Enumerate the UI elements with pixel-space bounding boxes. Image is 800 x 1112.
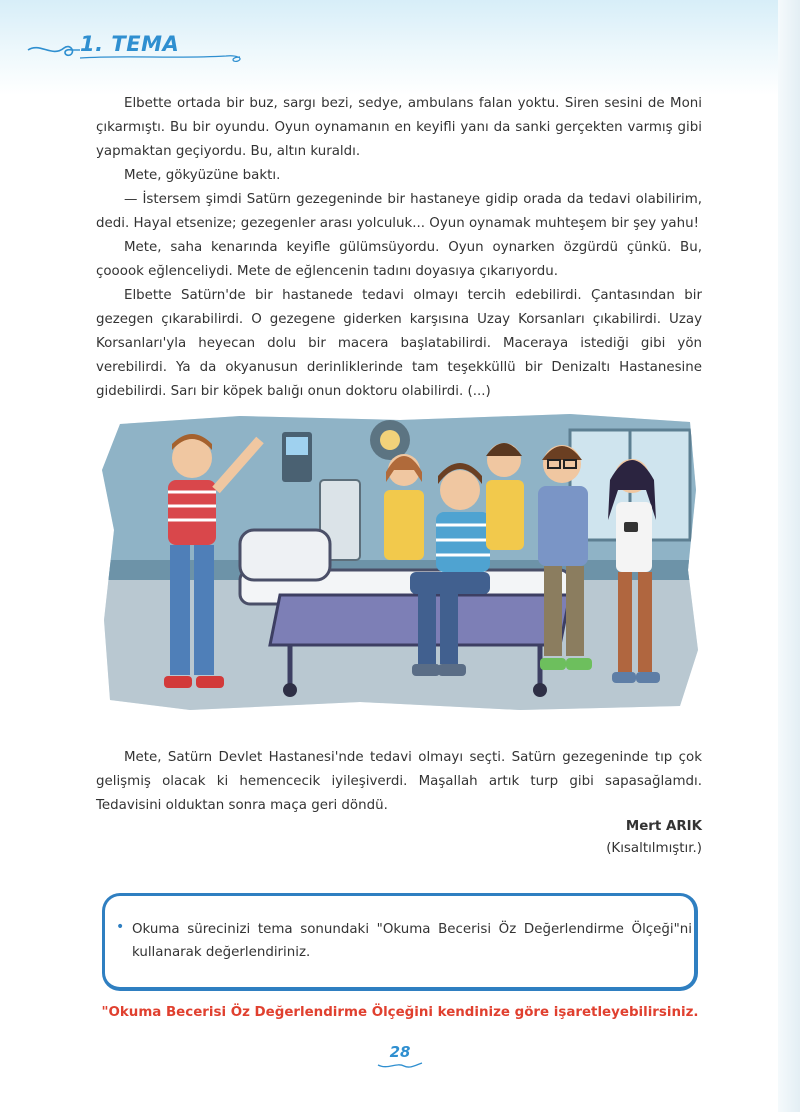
theme-header — [26, 28, 266, 68]
wave-ornament-icon — [376, 1061, 424, 1071]
page-number: 28 — [389, 1043, 411, 1061]
story-closing — [96, 746, 702, 818]
theme-title: 1. TEMA — [80, 32, 180, 56]
author-block — [606, 816, 702, 860]
story-paragraph: Mete, gökyüzüne baktı. — [124, 168, 281, 183]
story-text — [96, 92, 702, 404]
story-paragraph: Elbette ortada bir buz, sargı bezi, sedye, ambulans falan yoktu. Siren sesini de Moni çıkarmıştı. Bu bir oyundu. Oyun oynamanın en keyifli yanı da sanki gerçekten varmış gibi yapmaktan geçiyordu. Bu, altın kuraldı. — [96, 96, 702, 159]
story-paragraph: Elbette Satürn'de bir hastanede tedavi olmayı tercih edebilirdi. Çantasından bir gezegen çıkarabilirdi. O gezegene giderken karşısına Uzay Korsanları çıkabilirdi. Uzay Korsanları'yla heyecan dolu bir macera başlatabilirdi. Maceraya istediği gibi yön verebilirdi. Ya da okyanusun derinliklerinde tam teşekküllü bir Denizaltı Hastanesine gidebilirdi. Sarı bir köpek balığı onun doktoru olabilirdi. (...) — [96, 288, 702, 399]
abridged-note: (Kısaltılmıştır.) — [606, 841, 702, 856]
hospital-room-children-illustration-icon — [100, 410, 700, 715]
page-edge-strip — [778, 0, 800, 1112]
story-closing-paragraph: Mete, Satürn Devlet Hastanesi'nde tedavi olmayı seçti. Satürn gezegeninde tıp çok gelişmiş olacak ki hemencecik iyileşiverdi. Maşallah artık turp gibi sapasağlamdı. Tedavisini olduktan sonra maça geri döndü. — [96, 750, 702, 813]
author-name: Mert ARIK — [625, 819, 702, 834]
reading-evaluation-box — [102, 893, 700, 993]
hospital-room-illustration — [100, 410, 700, 715]
bullet-icon: • — [116, 919, 125, 935]
evaluation-instruction: Okuma sürecinizi tema sonundaki "Okuma Becerisi Öz Değerlendirme Ölçeği"ni kullanarak değerlendiriniz. — [132, 922, 692, 960]
page-number-block — [370, 1043, 430, 1061]
story-paragraph: — İstersem şimdi Satürn gezegeninde bir hastaneye gidip orada da tedavi olabilirim, dedi. Hayal etsenize; gezegenler arası yolculuk... Oyun oynamak muhteşem bir şey yahu! — [96, 192, 702, 231]
story-paragraph: Mete, saha kenarında keyifle gülümsüyordu. Oyun oynarken özgürdü çünkü. Bu, çooook eğlenceliydi. Mete de eğlencenin tadını doyasıya çıkarıyordu. — [96, 240, 702, 279]
footnote: "Okuma Becerisi Öz Değerlendirme Ölçeğini kendinize göre işaretleyebilirsiniz. — [101, 1005, 699, 1020]
